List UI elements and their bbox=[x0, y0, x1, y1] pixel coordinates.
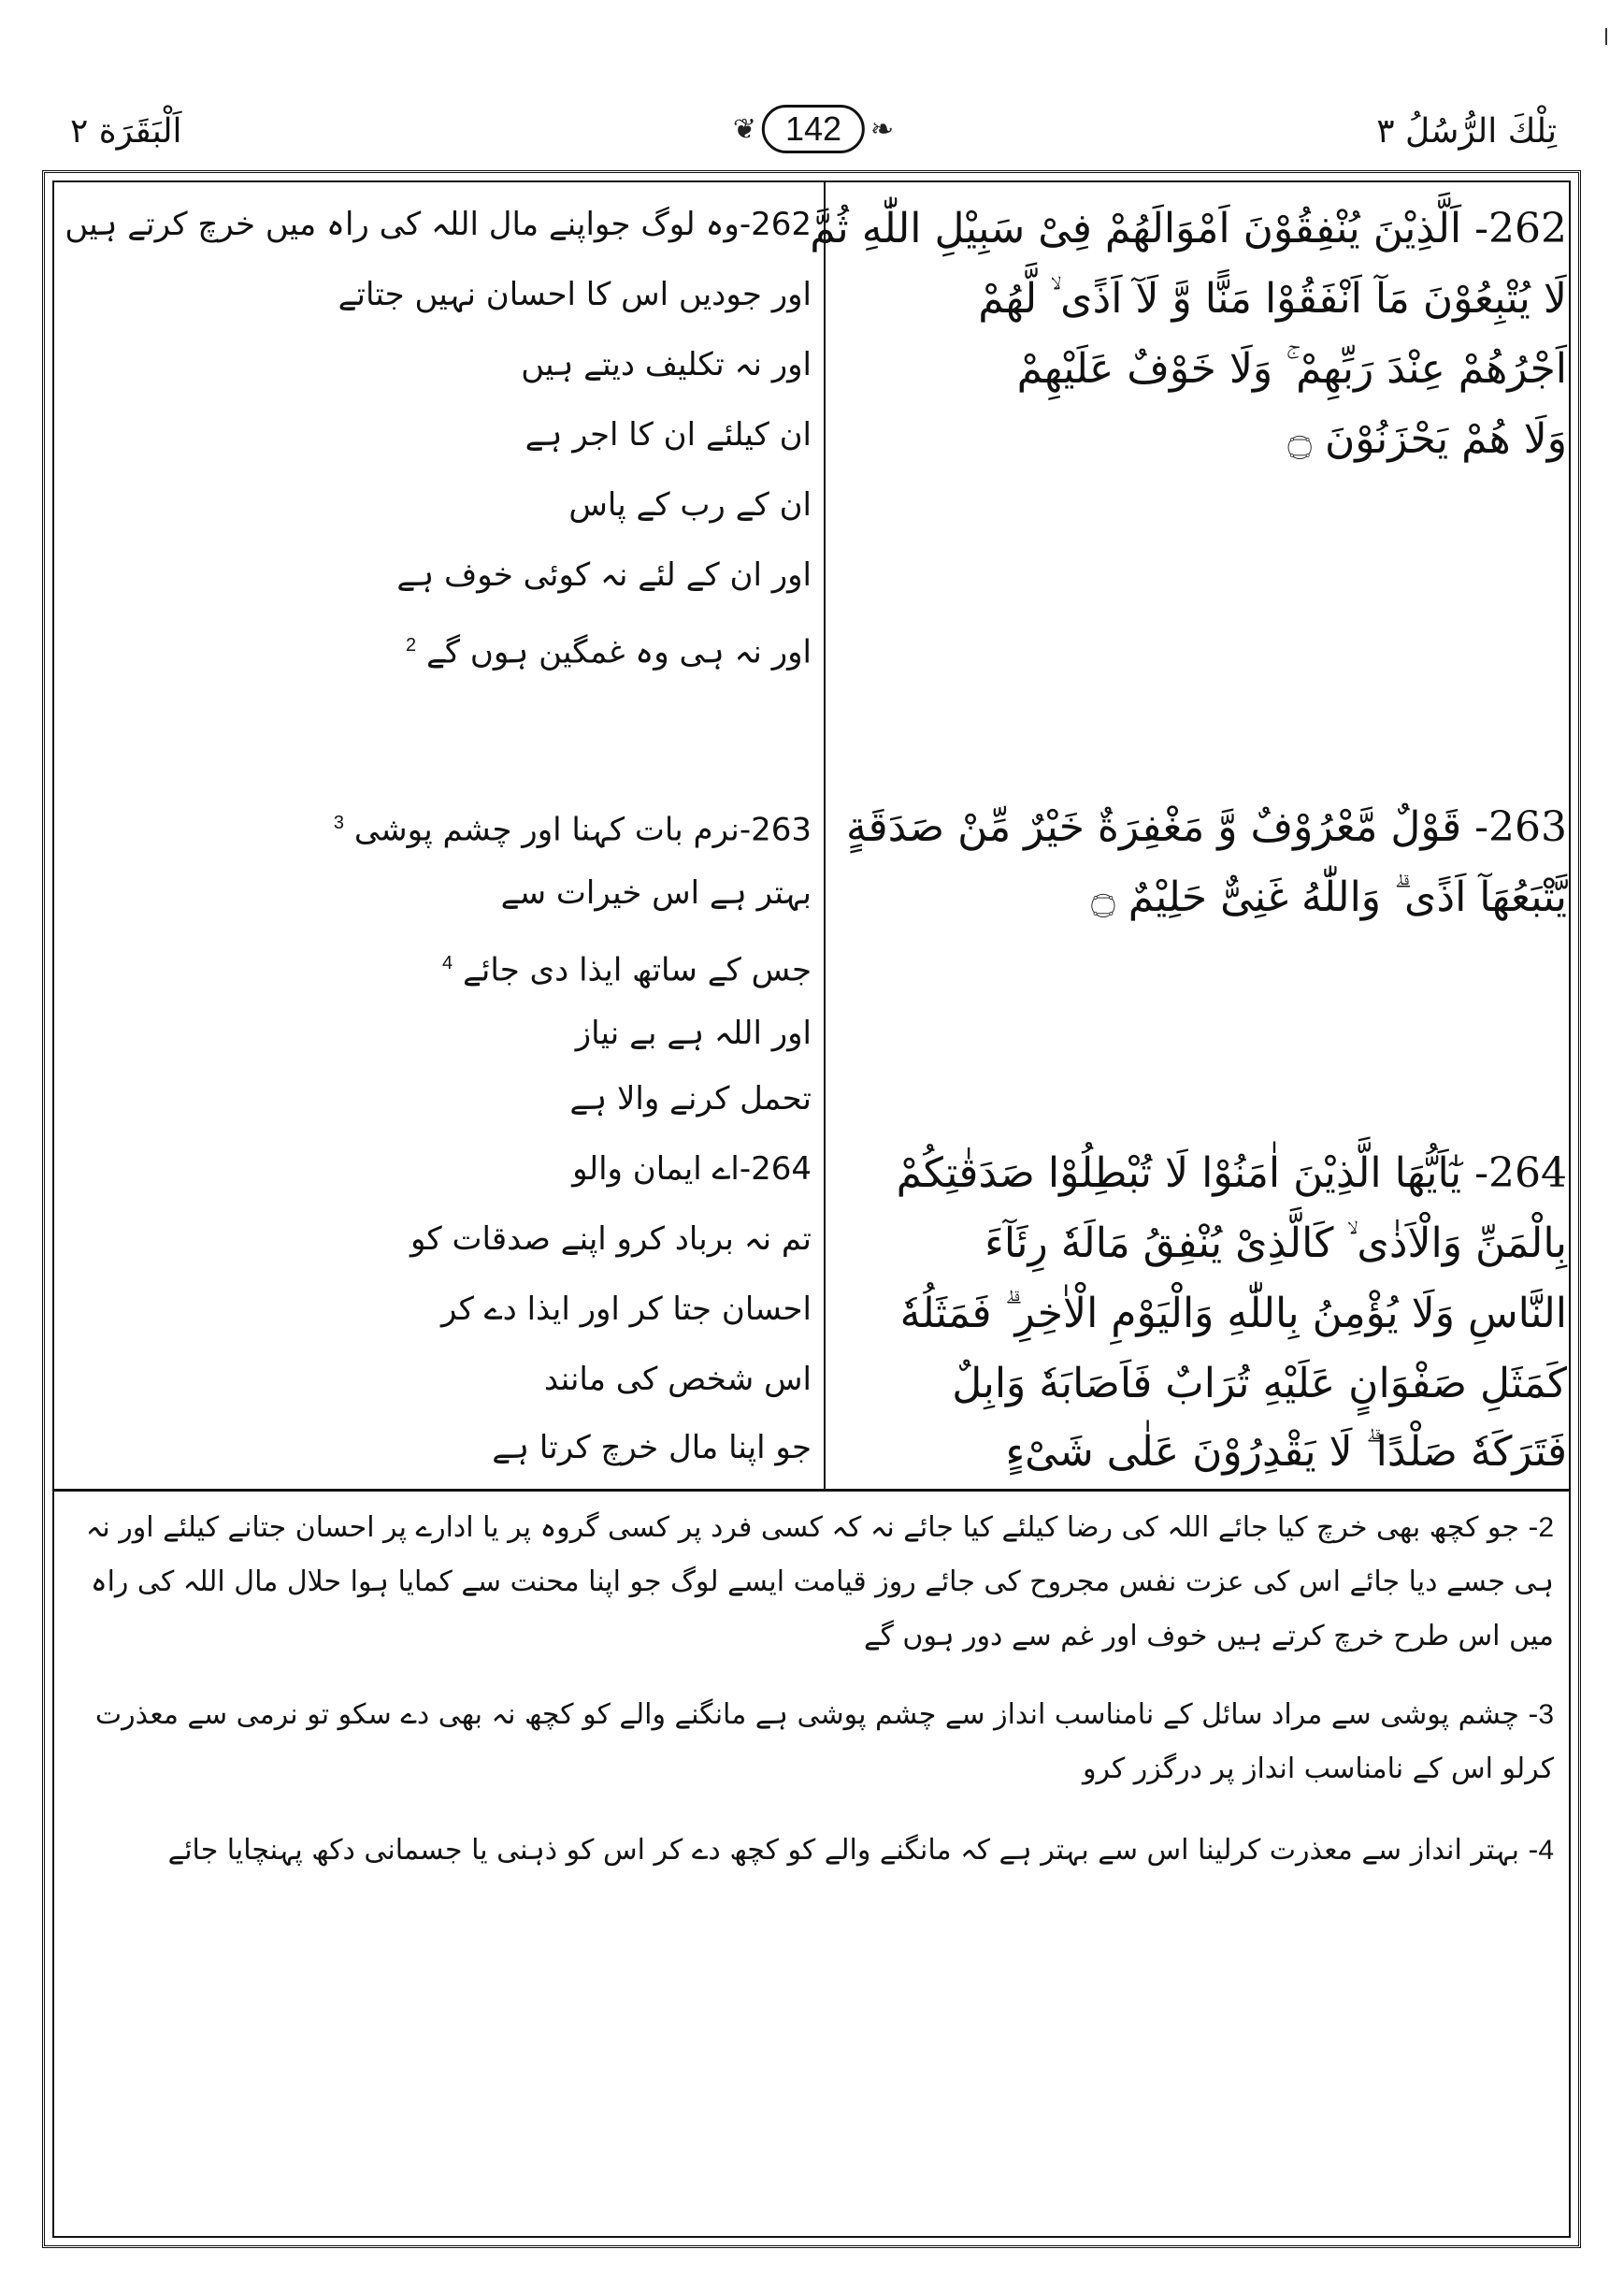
verse-264-urdu-line: جو اپنا مال خرچ کرتا ہے bbox=[492, 1429, 812, 1466]
footnote-ref: 4 bbox=[442, 953, 453, 973]
verse-264-arabic-line: 264- یٰٓاَیُّهَا الَّذِیْنَ اٰمَنُوْا لَا تُبْطِلُوْا صَدَقٰتِكُمْ bbox=[896, 1149, 1567, 1197]
right-flourish-icon: ❧ bbox=[870, 112, 895, 146]
page-frame bbox=[42, 170, 1581, 2248]
verse-262-urdu-line: ان کیلئے ان کا اجر ہے bbox=[525, 416, 812, 454]
verse-262-arabic-line: 262- اَلَّذِیْنَ یُنْفِقُوْنَ اَمْوَالَهُمْ فِیْ سَبِیْلِ اللّٰهِ ثُمَّ bbox=[810, 205, 1567, 252]
verse-263-arabic-line: 263- قَوْلٌ مَّعْرُوْفٌ وَّ مَغْفِرَةٌ خَیْرٌ مِّنْ صَدَقَةٍ bbox=[846, 803, 1567, 851]
footnote-text: بہتر انداز سے معذرت کرلینا اس سے بہتر ہے کہ مانگنے والے کو کچھ دے کر اس کو ذہنی یا جسمانی دکھ پہنچایا جائے bbox=[167, 1834, 1519, 1867]
verse-264-arabic-line: كَمَثَلِ صَفْوَانٍ عَلَیْهِ تُرَابٌ فَاَصَابَهٗ وَابِلٌ bbox=[952, 1360, 1567, 1407]
page-number: 142 bbox=[762, 105, 865, 153]
surah-name: اَلْبَقَرَة ۲ bbox=[70, 112, 182, 151]
verse-263-urdu-line bbox=[442, 940, 812, 993]
page-header bbox=[42, 109, 1585, 164]
left-flourish-icon: ❦ bbox=[732, 112, 756, 146]
verse-262-urdu-line: اور نہ تکلیف دیتے ہیں bbox=[521, 346, 812, 383]
verse-264-urdu-line: تم نہ برباد کرو اپنے صدقات کو bbox=[410, 1220, 812, 1258]
arabic-column bbox=[810, 192, 1567, 1482]
verse-264-urdu-line: اس شخص کی مانند bbox=[543, 1361, 812, 1398]
column-divider bbox=[824, 182, 826, 1489]
scan-mark bbox=[1605, 28, 1607, 45]
footnote-3: 3- چشم پوشی سے مراد سائل کے نامناسب انداز سے چشم پوشی ہے مانگنے والے کو کچھ نہ بھی دے سکو تو نرمی سے معذرت کرلو اس کے نامناسب انداز پر درگزر کرو bbox=[94, 1698, 1554, 1785]
footnote-text: چشم پوشی سے مراد سائل کے نامناسب انداز سے چشم پوشی ہے مانگنے والے کو کچھ نہ بھی دے سکو تو نرمی سے معذرت کرلو اس کے نامناسب انداز پر درگزر کرو bbox=[94, 1698, 1554, 1785]
verse-262-urdu-line: اور جودیں اس کا احسان نہیں جتاتے bbox=[338, 276, 812, 313]
footnotes bbox=[64, 1501, 1554, 2227]
footnote-text: جو کچھ بھی خرچ کیا جائے اللہ کی رضا کیلئے کیا جائے نہ کہ کسی فرد پر کسی گروہ پر یا ادارے پر احسان جتانے کیلئے اور نہ ہی جسے دیا جائے اس کی عزت نفس مجروح کی جائے روز قیامت ایسے لوگ جو اپنا محنت سے کمایا ہوا حلال مال اللہ کی راہ میں اس طرح خرچ کرتے ہیں خوف اور غم سے دور ہوں گے bbox=[85, 1511, 1554, 1652]
verse-262-arabic-line: اَجْرُهُمْ عِنْدَ رَبِّهِمْ ۚ وَلَا خَوْفٌ عَلَیْهِمْ bbox=[1016, 345, 1567, 393]
urdu-text: 263-نرم بات کہنا اور چشم پوشی bbox=[353, 811, 812, 849]
verse-264-arabic-line: بِالْمَنِّ وَالْاَذٰى ۙ كَالَّذِیْ یُنْفِقُ مَالَهٗ رِئَآءَ bbox=[984, 1219, 1567, 1267]
verse-262-arabic-line: وَلَا هُمْ یَحْزَنُوْنَ ۝ bbox=[1287, 415, 1567, 463]
verse-263-urdu-line: بہتر ہے اس خیرات سے bbox=[500, 874, 812, 912]
footnote-4: 4- بہتر انداز سے معذرت کرلینا اس سے بہتر ہے کہ مانگنے والے کو کچھ دے کر اس کو ذہنی یا جسمانی دکھ پہنچایا جائے bbox=[167, 1834, 1554, 1867]
footnote-2: 2- جو کچھ بھی خرچ کیا جائے اللہ کی رضا کیلئے کیا جائے نہ کہ کسی فرد پر کسی گروہ پر یا ادارے پر احسان جتانے کیلئے اور نہ ہی جسے دیا جائے اس کی عزت نفس مجروح کی جائے روز قیامت ایسے لوگ جو اپنا محنت سے کمایا ہوا حلال مال اللہ کی راہ میں اس طرح خرچ کرتے ہیں خوف اور غم سے دور ہوں گے bbox=[85, 1511, 1554, 1652]
urdu-text: اور نہ ہی وہ غمگین ہوں گے bbox=[425, 633, 812, 671]
footnote-number: 2 bbox=[1538, 1512, 1554, 1543]
verse-264-urdu-line: 264-اے ایمان والو bbox=[572, 1150, 812, 1188]
verse-263-arabic-line: یَّتْبَعُهَآ اَذًى ۗ وَاللّٰهُ غَنِیٌّ حَلِیْمٌ ۝ bbox=[1090, 873, 1567, 921]
juz-name: تِلْكَ الرُّسُلُ ۳ bbox=[1376, 112, 1557, 151]
verse-263-urdu-line: تحمل کرنے والا ہے bbox=[569, 1080, 812, 1118]
verse-262-urdu-line: 262-وہ لوگ جواپنے مال اللہ کی راہ میں خرچ کرتے ہیں bbox=[65, 206, 812, 243]
verse-263-urdu-line bbox=[334, 800, 812, 853]
footnote-ref: 3 bbox=[333, 813, 345, 833]
verse-262-urdu-line: اور ان کے لئے نہ کوئی خوف ہے bbox=[396, 556, 812, 594]
footnote-number: 3 bbox=[1538, 1699, 1554, 1730]
verse-262-arabic-line: لَا یُتْبِعُوْنَ مَآ اَنْفَقُوْا مَنًّا وَّ لَآ اَذًى ۙ لَّهُمْ bbox=[978, 275, 1567, 323]
urdu-column bbox=[64, 192, 812, 1482]
urdu-text: جس کے ساتھ ایذا دی جائے bbox=[462, 951, 812, 989]
page-number-ornament bbox=[733, 105, 894, 153]
footnote-number: 4 bbox=[1538, 1835, 1554, 1866]
verse-264-arabic-line: النَّاسِ وَلَا یُؤْمِنُ بِاللّٰهِ وَالْیَوْمِ الْاٰخِرِ ۗ فَمَثَلُهٗ bbox=[899, 1290, 1567, 1337]
verse-262-urdu-line bbox=[406, 622, 812, 675]
page-inner-border bbox=[52, 180, 1571, 2238]
verse-264-urdu-line: احسان جتا کر اور ایذا دے کر bbox=[440, 1291, 812, 1328]
verse-264-arabic-line: فَتَرَكَهٗ صَلْدًا ۗ لَا یَقْدِرُوْنَ عَلٰى شَیْءٍ bbox=[1005, 1428, 1567, 1476]
verse-262-urdu-line: ان کے رب کے پاس bbox=[568, 486, 812, 524]
verse-263-urdu-line: اور اللہ ہے بے نیاز bbox=[575, 1015, 812, 1052]
footnote-ref: 2 bbox=[406, 635, 417, 656]
footnote-separator bbox=[54, 1489, 1569, 1492]
